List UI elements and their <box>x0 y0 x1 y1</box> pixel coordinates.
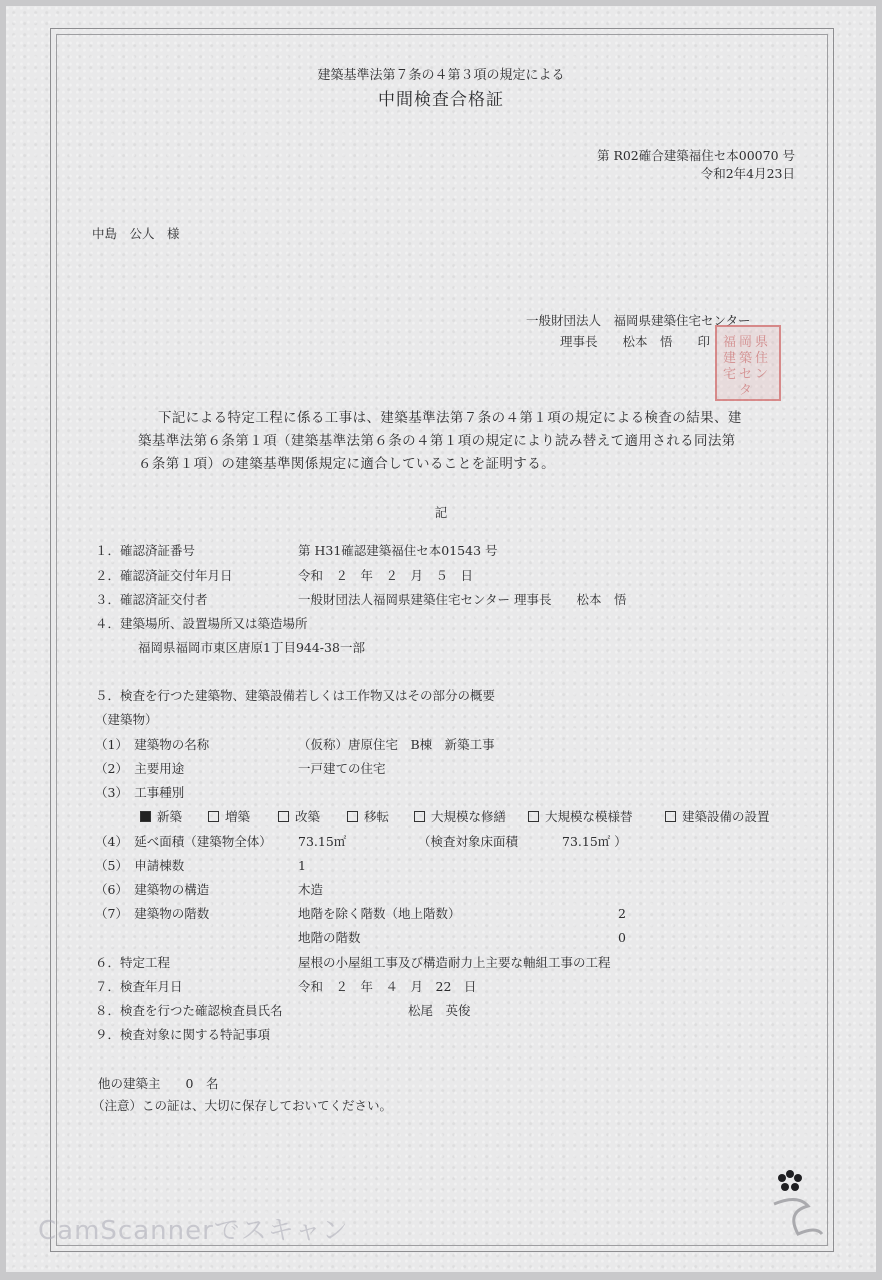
checkbox-empty-icon <box>278 811 289 822</box>
work-type-iten: 移転 <box>347 809 389 825</box>
inspection-area-label: （検査対象床面積 <box>418 834 519 849</box>
certificate-title: 中間検査合格証 <box>378 90 504 110</box>
row-2-label: （2） 主要用途 <box>95 761 185 776</box>
issue-date: 令和2年4月23日 <box>700 166 795 181</box>
checkbox-empty-icon <box>347 811 358 822</box>
issuer-organization: 一般財団法人 福岡県建築住宅センター <box>526 313 751 328</box>
row-5-value: 1 <box>298 858 306 873</box>
checkbox-empty-icon <box>528 811 539 822</box>
row-4-label: （4） 延べ面積（建築物全体） <box>95 834 272 849</box>
checkbox-empty-icon <box>208 811 219 822</box>
checkbox-empty-icon <box>414 811 425 822</box>
row-6-label: （6） 建築物の構造 <box>95 882 210 897</box>
work-type-shuzen: 大規模な修繕 <box>414 809 506 825</box>
item-6-value: 屋根の小屋組工事及び構造耐力上主要な軸組工事の工程 <box>298 955 611 970</box>
row-4-value: 73.15㎡ <box>298 834 347 849</box>
item-2-label: ２．確認済証交付年月日 <box>95 568 233 583</box>
section-5-subtitle: （建築物） <box>95 712 158 727</box>
work-type-moyougae: 大規模な模様替 <box>528 809 633 825</box>
row-2-value: 一戸建ての住宅 <box>298 761 386 776</box>
item-9-label: ９．検査対象に関する特記事項 <box>95 1027 271 1042</box>
work-type-zouchiku: 増築 <box>208 809 250 825</box>
row-1-value: （仮称）唐原住宅 B棟 新築工事 <box>298 737 495 752</box>
work-type-shinchiku: 新築 <box>140 809 182 825</box>
item-4-label: ４．建築場所、設置場所又は築造場所 <box>95 616 308 631</box>
law-reference-line: 建築基準法第７条の４第３項の規定による <box>317 68 565 83</box>
item-1-value: 第 H31確認建築福住セ本01543 号 <box>298 543 498 558</box>
section-5-title: ５．検査を行つた建築物、建築設備若しくは工作物又はその部分の概要 <box>95 688 496 703</box>
official-seal: 福 岡 県 建 築 住 宅 セ ン タ <box>715 325 781 401</box>
item-1-label: １．確認済証番号 <box>95 543 196 558</box>
item-3-value: 一般財団法人福岡県建築住宅センター 理事長 松本 悟 <box>298 592 627 607</box>
item-8-label: ８．検査を行つた確認検査員氏名 <box>95 1003 283 1018</box>
ki-heading: 記 <box>434 505 448 520</box>
certificate-number: 第 R02確合建築福住セ本00070 号 <box>596 148 795 163</box>
item-8-value: 松尾 英俊 <box>408 1003 471 1018</box>
work-type-setsubi: 建築設備の設置 <box>665 809 770 825</box>
floors-above-label: 地階を除く階数（地上階数） <box>298 906 461 921</box>
row-7-label: （7） 建築物の階数 <box>95 906 210 921</box>
item-4-value: 福岡県福岡市東区唐原1丁目944-38一部 <box>138 640 365 655</box>
checkbox-empty-icon <box>665 811 676 822</box>
center-emblem-icon <box>768 1164 828 1244</box>
issuer-representative: 理事長 松本 悟 印 <box>560 334 711 349</box>
preservation-note: （注意）この証は、大切に保存しておいてください。 <box>92 1098 393 1113</box>
work-type-kaichiku: 改築 <box>278 809 320 825</box>
item-7-value: 令和 ２ 年 ４ 月 22 日 <box>298 979 477 994</box>
item-7-label: ７．検査年月日 <box>95 979 183 994</box>
row-3-label: （3） 工事種別 <box>95 785 185 800</box>
floors-above-value: 2 <box>618 906 626 921</box>
floors-below-value: 0 <box>618 930 626 945</box>
item-2-value: 令和 ２ 年 ２ 月 ５ 日 <box>298 568 474 583</box>
recipient-name: 中島 公人 様 <box>92 226 180 241</box>
certification-statement: 下記による特定工程に係る工事は、建築基準法第７条の４第１項の規定による検査の結果、建築基準法第６条第１項（建築基準法第６条の４第１項の規定により読み替えて適用される同法第６条第１項）の建築基準関係規定に適合していることを証明する。 <box>138 410 742 472</box>
row-5-label: （5） 申請棟数 <box>95 858 185 873</box>
floors-below-label: 地階の階数 <box>298 930 361 945</box>
other-owners: 他の建築主 0 名 <box>98 1076 219 1091</box>
inspection-area-value: 73.15㎡ ） <box>562 834 627 849</box>
checkbox-checked-icon <box>140 811 151 822</box>
row-1-label: （1） 建築物の名称 <box>95 737 210 752</box>
scanner-watermark: CamScannerでスキャン <box>38 1216 349 1246</box>
row-6-value: 木造 <box>298 882 324 897</box>
item-6-label: ６．特定工程 <box>95 955 171 970</box>
item-3-label: ３．確認済証交付者 <box>95 592 208 607</box>
